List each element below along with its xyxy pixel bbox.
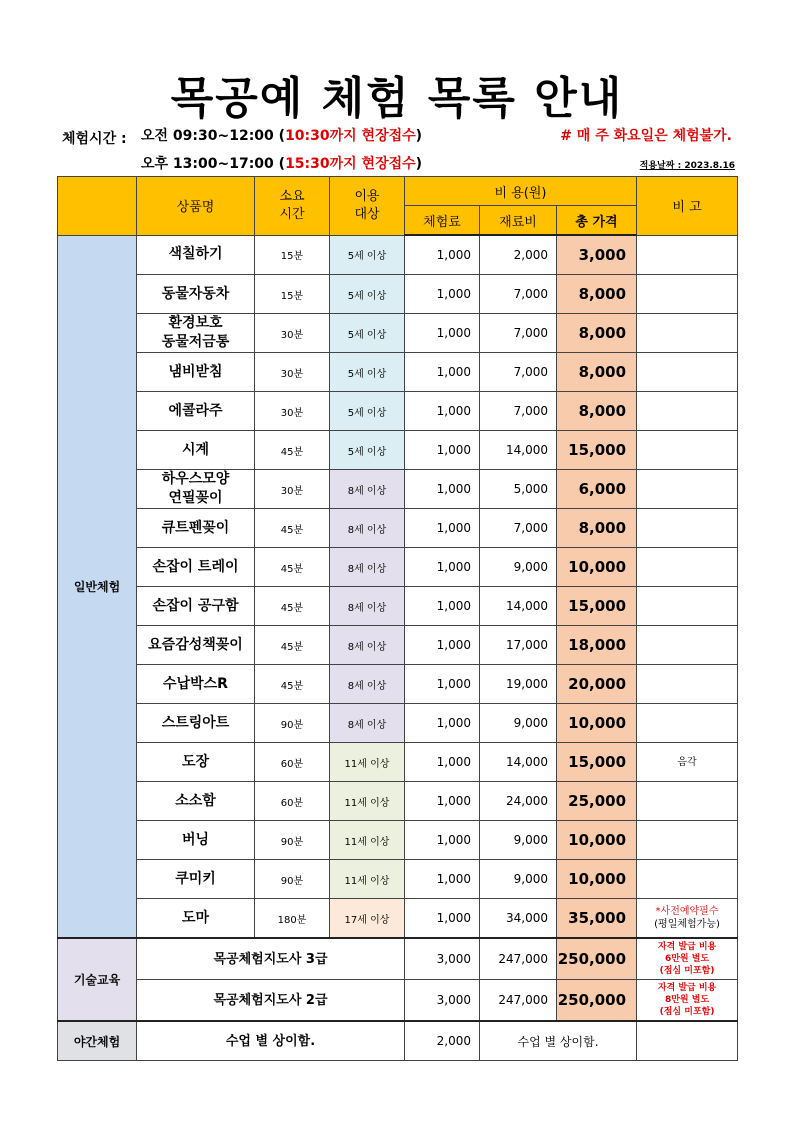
table-row [58,743,738,782]
material-cell: 2,000 [480,235,557,275]
duration-cell: 15분 [255,235,330,275]
fee-cell: 1,000 [405,470,480,509]
fee-cell: 2,000 [405,1021,480,1061]
table-row [58,899,738,939]
total-cell: 20,000 [557,665,637,704]
morning-time: 오전 09:30~12:00 ( [141,128,286,144]
product-name: 큐트펜꽂이 [137,509,255,548]
afternoon-deadline: 15:30까지 현장접수 [285,156,416,172]
product-name: 시계 [137,431,255,470]
remark-cell [637,821,738,860]
total-cell: 10,000 [557,548,637,587]
product-name: 도마 [137,899,255,939]
fee-cell: 1,000 [405,509,480,548]
target-cell: 11세 이상 [330,821,405,860]
table-row [58,470,738,509]
material-cell: 9,000 [480,704,557,743]
product-name: 도장 [137,743,255,782]
table-row [58,392,738,431]
material-cell: 24,000 [480,782,557,821]
remark-cell [637,587,738,626]
morning-schedule [141,125,422,145]
remark-cell [637,899,738,939]
material-cell: 247,000 [480,938,557,980]
category-tech: 기술교육 [58,938,137,1021]
fee-cell: 1,000 [405,665,480,704]
duration-cell: 60분 [255,743,330,782]
duration-cell: 90분 [255,821,330,860]
table-row [58,980,738,1022]
fee-cell: 1,000 [405,353,480,392]
header-blank [58,177,137,236]
remark-cell [637,860,738,899]
target-cell: 5세 이상 [330,353,405,392]
schedule-label: 체험시간 : [62,131,127,147]
table-row [58,821,738,860]
certificate-fee-note: 자격 발급 비용 [657,942,717,952]
duration-cell: 30분 [255,392,330,431]
table-row [58,587,738,626]
material-cell: 247,000 [480,980,557,1022]
target-cell: 5세 이상 [330,275,405,314]
category-general: 일반체험 [58,235,137,938]
header-remarks: 비 고 [637,177,738,236]
table-row [58,1021,738,1061]
afternoon-close: ) [415,156,423,172]
remark-cell [637,353,738,392]
total-cell: 8,000 [557,509,637,548]
reservation-required-note: *사전예약필수 [655,906,719,917]
remark-cell [637,392,738,431]
target-cell: 8세 이상 [330,548,405,587]
material-cell: 9,000 [480,860,557,899]
total-cell: 3,000 [557,235,637,275]
applied-date: 적용날짜 : 2023.8.16 [639,161,735,171]
table-row [58,548,738,587]
remark-cell [637,314,738,353]
table-row [58,860,738,899]
fee-cell: 1,000 [405,431,480,470]
target-cell: 11세 이상 [330,860,405,899]
certificate-fee-note: 8만원 별도 [664,995,710,1005]
table-row [58,782,738,821]
remark-cell [637,431,738,470]
target-cell: 11세 이상 [330,743,405,782]
fee-cell: 1,000 [405,314,480,353]
afternoon-time: 오후 13:00~17:00 ( [141,156,286,172]
target-cell: 5세 이상 [330,314,405,353]
table-row [58,704,738,743]
fee-cell: 3,000 [405,938,480,980]
header-target: 이용 대상 [330,177,405,236]
product-name: 손잡이 트레이 [137,548,255,587]
target-cell: 8세 이상 [330,626,405,665]
duration-cell: 45분 [255,548,330,587]
night-description: 수업 별 상이함. [137,1021,405,1061]
material-cell: 7,000 [480,392,557,431]
page-title: 목공예 체험 목록 안내 [170,73,624,124]
product-name: 소소함 [137,782,255,821]
fee-cell: 1,000 [405,743,480,782]
duration-cell: 45분 [255,626,330,665]
header-cost: 비 용(원) [405,177,637,206]
fee-cell: 1,000 [405,275,480,314]
material-cell: 7,000 [480,509,557,548]
product-name: 환경보호 동물저금통 [137,314,255,353]
total-cell: 10,000 [557,704,637,743]
remark-cell [637,665,738,704]
total-cell: 250,000 [557,938,637,980]
remark-cell: 음각 [637,743,738,782]
duration-cell: 15분 [255,275,330,314]
fee-cell: 1,000 [405,821,480,860]
certificate-fee-note: 6만원 별도 [664,954,710,964]
target-cell: 11세 이상 [330,782,405,821]
header-product: 상품명 [137,177,255,236]
duration-cell: 60분 [255,782,330,821]
total-cell: 15,000 [557,431,637,470]
remark-cell [637,470,738,509]
remark-cell [637,980,738,1022]
material-cell: 7,000 [480,353,557,392]
total-cell: 35,000 [557,899,637,939]
duration-cell: 180분 [255,899,330,939]
table-row [58,314,738,353]
remark-cell [637,1021,738,1061]
price-table [57,176,738,1061]
fee-cell: 1,000 [405,899,480,939]
total-cell: 250,000 [557,980,637,1022]
product-name: 요즘감성책꽂이 [137,626,255,665]
target-cell: 5세 이상 [330,392,405,431]
material-cell: 9,000 [480,548,557,587]
table-row [58,235,738,275]
duration-cell: 30분 [255,353,330,392]
remark-cell [637,275,738,314]
target-cell: 5세 이상 [330,235,405,275]
total-cell: 8,000 [557,314,637,353]
certificate-fee-note: (점심 미포함) [659,966,715,976]
target-cell: 8세 이상 [330,704,405,743]
remark-cell [637,548,738,587]
product-name: 스트링아트 [137,704,255,743]
total-cell: 15,000 [557,587,637,626]
duration-cell: 45분 [255,665,330,704]
morning-close: ) [415,128,423,144]
course-name: 목공체험지도사 2급 [137,980,405,1022]
material-cell: 7,000 [480,275,557,314]
tuesday-notice: # 매 주 화요일은 체험불가. [560,128,732,144]
remark-cell [637,782,738,821]
header-duration: 소요 시간 [255,177,330,236]
product-name: 에콜라주 [137,392,255,431]
afternoon-schedule [141,153,422,173]
table-row [58,353,738,392]
material-cell: 14,000 [480,587,557,626]
fee-cell: 1,000 [405,626,480,665]
material-cell: 34,000 [480,899,557,939]
total-cell: 8,000 [557,353,637,392]
duration-cell: 90분 [255,704,330,743]
remark-cell [637,938,738,980]
target-cell: 8세 이상 [330,587,405,626]
product-name: 냄비받침 [137,353,255,392]
total-cell: 25,000 [557,782,637,821]
header-material: 재료비 [480,206,557,236]
product-name: 색칠하기 [137,235,255,275]
total-cell: 15,000 [557,743,637,782]
certificate-fee-note: (점심 미포함) [659,1007,715,1017]
header-total: 총 가격 [557,206,637,236]
fee-cell: 1,000 [405,860,480,899]
remark-cell [637,704,738,743]
total-cell: 8,000 [557,392,637,431]
product-name: 하우스모양 연필꽂이 [137,470,255,509]
remark-cell [637,509,738,548]
fee-cell: 1,000 [405,704,480,743]
material-cell: 17,000 [480,626,557,665]
product-name: 버닝 [137,821,255,860]
product-name: 손잡이 공구함 [137,587,255,626]
material-cell: 14,000 [480,431,557,470]
duration-cell: 45분 [255,431,330,470]
total-cell: 8,000 [557,275,637,314]
target-cell: 8세 이상 [330,470,405,509]
category-night: 야간체험 [58,1021,137,1061]
table-row [58,275,738,314]
total-cell: 10,000 [557,821,637,860]
table-body [58,235,738,1061]
total-cell: 18,000 [557,626,637,665]
table-row [58,626,738,665]
material-cell: 9,000 [480,821,557,860]
duration-cell: 30분 [255,314,330,353]
night-material-cell: 수업 별 상이함. [480,1021,637,1061]
fee-cell: 1,000 [405,548,480,587]
table-row [58,938,738,980]
duration-cell: 45분 [255,587,330,626]
material-cell: 14,000 [480,743,557,782]
target-cell: 5세 이상 [330,431,405,470]
weekday-available-note: (평일체험가능) [654,919,720,930]
product-name: 동물자동차 [137,275,255,314]
material-cell: 19,000 [480,665,557,704]
table-row [58,431,738,470]
fee-cell: 1,000 [405,782,480,821]
table-row [58,665,738,704]
material-cell: 5,000 [480,470,557,509]
total-cell: 6,000 [557,470,637,509]
target-cell: 8세 이상 [330,509,405,548]
total-cell: 10,000 [557,860,637,899]
fee-cell: 3,000 [405,980,480,1022]
fee-cell: 1,000 [405,587,480,626]
remark-cell [637,235,738,275]
duration-cell: 90분 [255,860,330,899]
table-row [58,509,738,548]
material-cell: 7,000 [480,314,557,353]
fee-cell: 1,000 [405,392,480,431]
duration-cell: 45분 [255,509,330,548]
course-name: 목공체험지도사 3급 [137,938,405,980]
product-name: 쿠미키 [137,860,255,899]
product-name: 수납박스R [137,665,255,704]
fee-cell: 1,000 [405,235,480,275]
certificate-fee-note: 자격 발급 비용 [657,983,717,993]
remark-cell [637,626,738,665]
target-cell: 8세 이상 [330,665,405,704]
morning-deadline: 10:30까지 현장접수 [285,128,416,144]
duration-cell: 30분 [255,470,330,509]
header-fee: 체험료 [405,206,480,236]
target-cell: 17세 이상 [330,899,405,939]
